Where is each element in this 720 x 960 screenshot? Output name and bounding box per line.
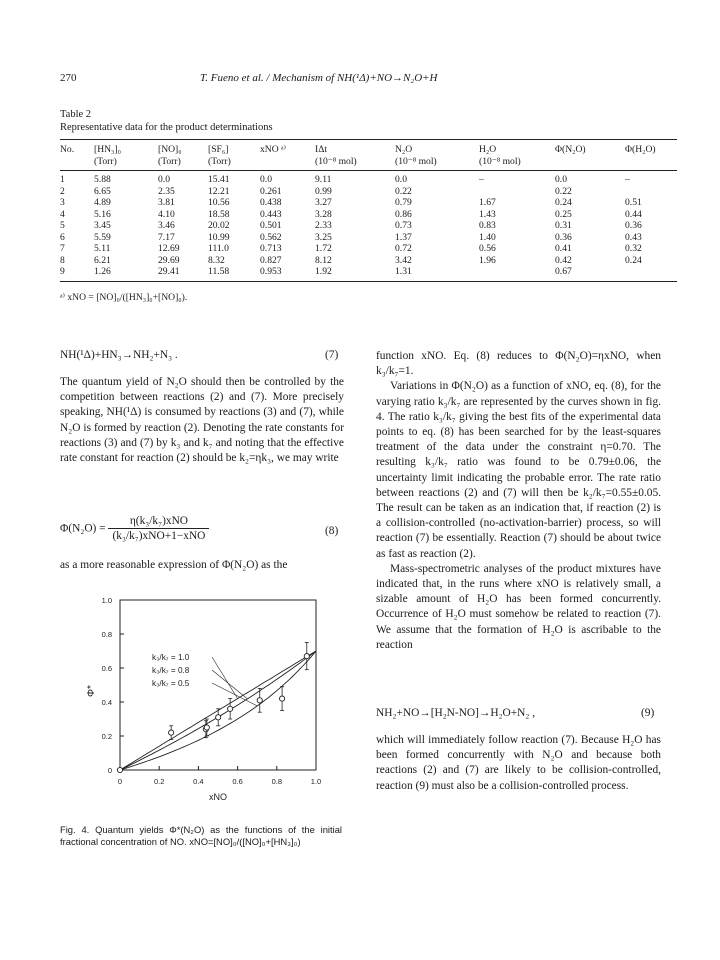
table-header-cell bbox=[555, 140, 625, 171]
column-name: xNO ᵃ⁾ bbox=[260, 144, 287, 155]
table-cell: 0.24 bbox=[555, 197, 572, 208]
table-header-cell bbox=[395, 140, 479, 171]
table-header-cell bbox=[479, 140, 555, 171]
table-cell: 1.72 bbox=[315, 243, 332, 254]
table-cell: 0.42 bbox=[555, 254, 572, 266]
table-cell: 3.46 bbox=[158, 220, 175, 231]
table-cell: 0.443 bbox=[260, 208, 282, 220]
table-cell: 0.953 bbox=[260, 266, 315, 281]
curve-pointer bbox=[212, 683, 257, 706]
data-point bbox=[169, 730, 174, 735]
table-cell: 0.67 bbox=[555, 266, 625, 281]
table-row bbox=[60, 255, 677, 267]
column-unit: (Torr) bbox=[158, 155, 181, 167]
table-cell: 0.99 bbox=[315, 185, 332, 197]
table-cell: 0.25 bbox=[555, 208, 572, 220]
figure-4-chart bbox=[60, 592, 350, 820]
running-title: T. Fueno et al. / Mechanism of NH(¹Δ)+NO→N₂O+H bbox=[200, 72, 438, 84]
table-header-cell bbox=[60, 140, 94, 171]
table-cell: 18.58 bbox=[208, 208, 230, 220]
data-point bbox=[117, 767, 122, 772]
equation-8 bbox=[60, 515, 209, 542]
x-tick-label: 0.2 bbox=[153, 777, 165, 786]
table-cell: 0.51 bbox=[625, 197, 642, 208]
table-cell: 0.0 bbox=[395, 174, 407, 185]
table-cell: 0.43 bbox=[625, 231, 642, 243]
table-cell: 6.21 bbox=[94, 254, 111, 266]
table-cell: 6.65 bbox=[94, 185, 111, 197]
table-cell: 8.32 bbox=[208, 254, 225, 266]
table-cell: 0.73 bbox=[395, 220, 412, 231]
right-paragraph-4: which will immediately follow reaction (7). Because H₂O has been formed concurrently with N₂O and because both reactions (2) and (7) are likely to be collision-controlled, reaction (9) must also be a collision-controlled process. bbox=[376, 734, 661, 792]
column-unit: (Torr) bbox=[94, 155, 117, 167]
column-unit: (10⁻⁸ mol) bbox=[395, 155, 437, 167]
table-cell: 12.69 bbox=[158, 243, 180, 254]
table-cell: 5 bbox=[60, 220, 65, 231]
table-row bbox=[60, 266, 677, 281]
data-point bbox=[228, 706, 233, 711]
y-tick-label: 0.8 bbox=[101, 630, 112, 639]
equation-9-number: (9) bbox=[641, 707, 655, 719]
table-cell: 9 bbox=[60, 266, 94, 281]
table-cell: 0.36 bbox=[625, 220, 642, 231]
table-cell: 0.0 bbox=[555, 174, 567, 185]
table-cell: 5.11 bbox=[94, 243, 111, 254]
right-paragraph-1: function xNO. Eq. (8) reduces to Φ(N₂O)=ηxNO, when k₃/k₇=1. bbox=[376, 350, 661, 378]
column-name: Φ(N₂O) bbox=[555, 144, 586, 155]
right-paragraphs bbox=[376, 349, 661, 653]
equation-8-denominator: (k₃/k₇)xNO+1−xNO bbox=[112, 530, 206, 542]
table-cell: 3 bbox=[60, 197, 65, 208]
table-cell: 20.02 bbox=[208, 220, 230, 231]
table-row bbox=[60, 171, 677, 186]
table-cell bbox=[625, 266, 677, 281]
curve-pointer bbox=[212, 670, 247, 699]
equation-8-fraction bbox=[108, 515, 209, 542]
equation-9: NH₂+NO→[H₂N-NO]→H₂O+N₂ , bbox=[376, 707, 536, 719]
y-tick-label: 0.6 bbox=[101, 664, 112, 673]
table-cell: 1.31 bbox=[395, 266, 479, 281]
data-point bbox=[304, 654, 309, 659]
table-cell: 3.81 bbox=[158, 197, 175, 208]
table-cell: – bbox=[625, 174, 630, 185]
equation-8-numerator: η(k₃/k₇)xNO bbox=[108, 515, 209, 529]
table-cell: 4 bbox=[60, 208, 65, 220]
table-cell: 0.713 bbox=[260, 243, 282, 254]
table-cell: 1.40 bbox=[479, 231, 496, 243]
curve-label: k₃/k₇ = 0.8 bbox=[152, 666, 190, 675]
table-cell: 0.41 bbox=[555, 243, 572, 254]
table-row bbox=[60, 209, 677, 221]
column-name: [NO]₀ bbox=[158, 144, 182, 155]
y-tick-label: 0.4 bbox=[101, 698, 112, 707]
table-cell: 0.22 bbox=[555, 185, 572, 197]
left-paragraph-1: The quantum yield of N₂O should then be controlled by the competition between reactions (2) and (7). More precisely speaking, NH(¹Δ) is consumed by reactions (3) and (7), while N₂O is formed by reaction (2). Denoting the rate constants for reactions (3) and (7) by k₃ and k₇ and noting that the effective rate constant for reaction (2) should be k₂=ηk₃, we may write bbox=[60, 376, 344, 465]
column-unit: (10⁻⁸ mol) bbox=[479, 155, 521, 167]
table-cell: 1.92 bbox=[315, 266, 395, 281]
table-row bbox=[60, 243, 677, 255]
table-cell: 5.88 bbox=[94, 174, 111, 185]
table-cell: 2 bbox=[60, 185, 65, 197]
table-cell: 3.42 bbox=[395, 254, 412, 266]
table-cell: 0.261 bbox=[260, 185, 282, 197]
table-cell: 3.45 bbox=[94, 220, 111, 231]
column-name: Φ(H₂O) bbox=[625, 144, 656, 155]
table-cell: 5.16 bbox=[94, 208, 111, 220]
equation-8-lhs: Φ(N₂O) = bbox=[60, 522, 106, 535]
data-point bbox=[216, 715, 221, 720]
table-header-cell bbox=[625, 140, 677, 171]
page-number: 270 bbox=[60, 72, 77, 84]
column-name: No. bbox=[60, 144, 75, 155]
table-cell: 8 bbox=[60, 254, 65, 266]
x-tick-label: 0.6 bbox=[232, 777, 243, 786]
table-row bbox=[60, 232, 677, 244]
column-name: [SF₆] bbox=[208, 144, 229, 155]
y-axis-label: Φ* bbox=[86, 685, 97, 697]
table-cell: 7 bbox=[60, 243, 65, 254]
table-cell: 29.69 bbox=[158, 254, 180, 266]
table-label: Table 2 bbox=[60, 109, 92, 120]
column-name: IΔt bbox=[315, 144, 328, 155]
figure-caption: Fig. 4. Quantum yields Φ*(N₂O) as the functions of the initial fractional concentration of NO. xNO=[NO]₀/([NO]₀+[HN₃]₀) bbox=[60, 824, 342, 847]
y-tick-label: 1.0 bbox=[101, 596, 112, 605]
equation-7-number: (7) bbox=[325, 349, 339, 361]
table-footnote: ᵃ⁾ xNO = [NO]₀/([HN₃]₀+[NO]₀). bbox=[60, 292, 188, 303]
table-cell: 0.86 bbox=[395, 208, 412, 220]
curve-pointer bbox=[212, 657, 238, 699]
table-cell: 4.89 bbox=[94, 197, 111, 208]
table-cell: 0.562 bbox=[260, 231, 282, 243]
table-cell: 0.56 bbox=[479, 243, 496, 254]
table-cell: 10.99 bbox=[208, 231, 230, 243]
y-tick-label: 0 bbox=[107, 766, 112, 775]
x-tick-label: 1.0 bbox=[310, 777, 322, 786]
table-cell: 0.36 bbox=[555, 231, 572, 243]
table-header-cell bbox=[315, 140, 395, 171]
x-tick-label: 0.4 bbox=[193, 777, 204, 786]
column-unit: (Torr) bbox=[208, 155, 231, 167]
table-cell: 0.827 bbox=[260, 254, 282, 266]
table-cell: 0.438 bbox=[260, 197, 282, 208]
table-cell: 9.11 bbox=[315, 174, 332, 185]
table-cell: 1 bbox=[60, 174, 65, 185]
table-cell bbox=[479, 186, 555, 198]
column-name: H₂O bbox=[479, 144, 497, 155]
table-cell: 6 bbox=[60, 231, 65, 243]
table-cell bbox=[625, 186, 677, 198]
table-cell: 7.17 bbox=[158, 231, 175, 243]
column-unit: (10⁻⁸ mol) bbox=[315, 155, 357, 167]
table-cell: 0.72 bbox=[395, 243, 412, 254]
table-cell: 2.35 bbox=[158, 185, 175, 197]
data-point bbox=[204, 725, 209, 730]
table-header-cell bbox=[94, 140, 158, 171]
table-cell: 2.33 bbox=[315, 220, 332, 231]
curve-label: k₃/k₇ = 1.0 bbox=[152, 653, 190, 662]
data-point bbox=[257, 698, 262, 703]
table-cell: – bbox=[479, 174, 484, 185]
table-caption: Representative data for the product determinations bbox=[60, 122, 273, 133]
table-cell: 15.41 bbox=[208, 174, 230, 185]
data-point bbox=[279, 696, 284, 701]
equation-8-number: (8) bbox=[325, 525, 339, 537]
x-tick-label: 0 bbox=[117, 777, 123, 786]
right-paragraph-3: Mass-spectrometric analyses of the product mixtures have indicated that, in the runs where xNO is relatively small, a sizable amount of H₂O has been formed concurrently. Occurrence of H₂O must somehow be related to reaction (7). We assume that the formation of H₂O is ascribable to the reaction bbox=[376, 562, 661, 651]
table-cell: 0.32 bbox=[625, 243, 642, 254]
data-table bbox=[60, 139, 677, 282]
table-row bbox=[60, 197, 677, 209]
table-cell: 1.26 bbox=[94, 266, 158, 281]
x-axis-label: xNO bbox=[209, 792, 227, 802]
table-cell: 3.28 bbox=[315, 208, 332, 220]
table-cell: 0.24 bbox=[625, 254, 642, 266]
table-cell: 12.21 bbox=[208, 185, 230, 197]
table-cell: 111.0 bbox=[208, 243, 229, 254]
table-cell: 0.501 bbox=[260, 220, 282, 231]
table-row bbox=[60, 220, 677, 232]
column-name: [HN₃]₀ bbox=[94, 144, 121, 155]
table-cell: 4.10 bbox=[158, 208, 175, 220]
table-cell: 0.22 bbox=[395, 185, 412, 197]
table-cell: 11.58 bbox=[208, 266, 260, 281]
table-cell: 0.79 bbox=[395, 197, 412, 208]
table-header-cell bbox=[260, 140, 315, 171]
table-cell: 5.59 bbox=[94, 231, 111, 243]
table-cell: 1.96 bbox=[479, 254, 496, 266]
table-cell: 1.43 bbox=[479, 208, 496, 220]
table-cell: 10.56 bbox=[208, 197, 230, 208]
table-cell: 29.41 bbox=[158, 266, 208, 281]
table-cell bbox=[479, 266, 555, 281]
y-tick-label: 0.2 bbox=[101, 732, 112, 741]
column-name: N₂O bbox=[395, 144, 413, 155]
table-cell: 0.0 bbox=[260, 174, 272, 185]
table-header-cell bbox=[158, 140, 208, 171]
right-paragraph-2: Variations in Φ(N₂O) as a function of xNO, eq. (8), for the varying ratio k₃/k₇ are represented by the curves shown in fig. 4. The ratio k₃/k₇ giving the best fits of the experimental data points to eq. (8) has been searched for by the least-squares treatment of the data under the constraint η=0.70. The resulting k₃/k₇ ratio was found to be 0.79±0.06, the uncertainty limit indicating the probable error. The rate ratio between reactions (2) and (7) will then be k₂/k₇=0.55±0.05. The result can be taken as an indication that, if reaction (2) is a collision-controlled (no-activation-barrier) process, so will reaction (7) be essentially. Reaction (7) should be about twice as fast as reaction (2). bbox=[376, 380, 661, 560]
table-cell: 0.83 bbox=[479, 220, 496, 231]
table-cell: 1.67 bbox=[479, 197, 496, 208]
x-tick-label: 0.8 bbox=[271, 777, 283, 786]
table-cell: 3.27 bbox=[315, 197, 332, 208]
plot-frame bbox=[120, 600, 316, 770]
table-cell: 8.12 bbox=[315, 254, 332, 266]
table-cell: 0.31 bbox=[555, 220, 572, 231]
table-row bbox=[60, 186, 677, 198]
table-cell: 0.0 bbox=[158, 174, 170, 185]
left-paragraph-2: as a more reasonable expression of Φ(N₂O) as the bbox=[60, 559, 288, 571]
table-cell: 0.44 bbox=[625, 208, 642, 220]
curve-label: k₃/k₇ = 0.5 bbox=[152, 679, 190, 688]
equation-7: NH(¹Δ)+HN₃→NH₂+N₃ . bbox=[60, 349, 178, 361]
table-cell: 1.37 bbox=[395, 231, 412, 243]
table-caption-block bbox=[60, 108, 680, 134]
table-cell: 3.25 bbox=[315, 231, 332, 243]
table-header-cell bbox=[208, 140, 260, 171]
